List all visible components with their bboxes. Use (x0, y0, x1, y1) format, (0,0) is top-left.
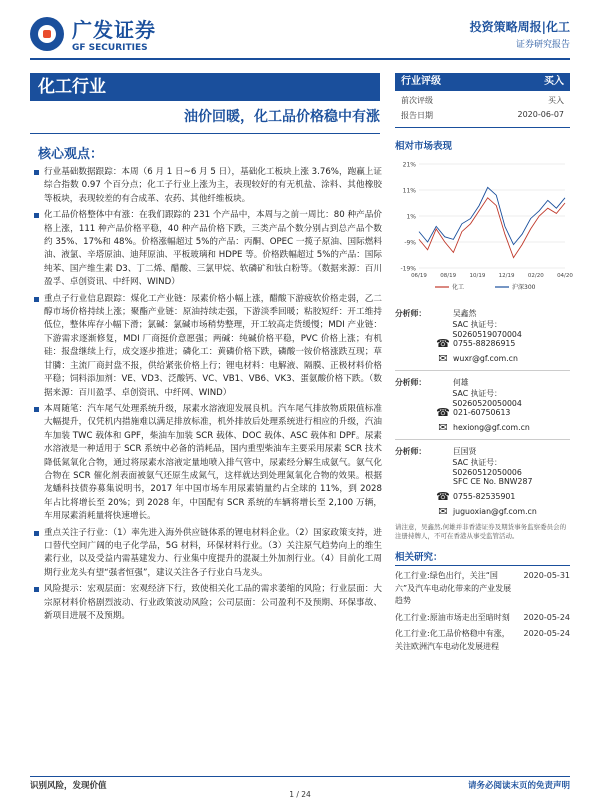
report-type: 投资策略周报|化工 (469, 20, 570, 34)
legend-label: 沪深300 (512, 284, 536, 291)
analyst-label: 分析师： (395, 447, 427, 456)
y-tick-label: 1% (406, 213, 416, 221)
analyst-email[interactable]: juguoxian@gf.com.cn (453, 507, 537, 516)
core-views-body (34, 166, 382, 626)
analyst-divider (395, 439, 570, 440)
rating-label: 行业评级 (401, 76, 441, 87)
paragraph: 本周随笔：汽车尾气处理系统升级，尿素水溶液迎发展良机。汽车尾气排放物质限值标准大幅提升，仅凭机内措施难以满足排放标准，机外排放后处理系统进行相应的升级，汽油车加装 TWC 载体和 GPF，柴油车加装 SCR 载体、DOC 载体、ASC 载体和 DPF。尿素水溶液是一种适用于 SCR 系统中必备的消耗品，国内重型柴油车主要采用尿素 SCR 技术降低氮氧化合物，通过将尿素水溶液定量地喷入排气管中，尿素经分解生成氨气。氨气化合物在 SCR 催化剂表面被氨气还原生成氮气，这样就达到处理氮氧化合物的效果。根据龙蟠科技债券募集说明书，2017 年中国市场车用尿素销量约占全球的 11%，到 2028 年占比将增长至 20%；到 2028 年，中国配有 SCR 系统的车辆将增长至 2,100 万辆，车用尿素消耗量将快速增长。 (34, 403, 382, 524)
industry-banner: 化工行业 (30, 73, 380, 101)
analyst-block (395, 444, 570, 519)
paragraph: 风险提示：宏观层面：宏观经济下行，致使相关化工品的需求萎缩的风险；行业层面：大宗原材料价格剧烈波动、行业政策波动风险；公司层面：公司盈利不及预期、环保事故、新项目进展不及预期。 (34, 583, 382, 623)
related-research-date: 2020-05-24 (523, 612, 570, 622)
y-tick-label: 11% (402, 187, 416, 195)
footer-disclaimer: 请务必阅读末页的免责声明 (467, 781, 570, 791)
x-tick-label: 10/19 (469, 273, 486, 279)
analyst-cert-row (395, 319, 570, 339)
relative-performance-chart (395, 156, 573, 296)
analyst-name: 吴鑫然 (453, 309, 477, 318)
phone-icon: ☎ (436, 337, 450, 350)
report-date-row (395, 106, 570, 121)
report-date-label: 报告日期 (401, 111, 433, 120)
analyst-phone: 0755-82535901 (453, 492, 516, 501)
related-research-date: 2020-05-31 (523, 571, 570, 580)
analyst-email-row (395, 351, 570, 366)
logo-icon (30, 17, 64, 51)
phone-icon: ☎ (436, 490, 450, 503)
x-tick-label: 12/19 (498, 273, 515, 279)
related-research-date: 2020-05-24 (523, 629, 570, 639)
core-views-title: 核心观点： (38, 147, 104, 162)
footer-slogan: 识别风险，发现价值 (30, 781, 107, 791)
related-research-item[interactable] (395, 628, 570, 653)
y-tick-label: 21% (402, 161, 416, 169)
rating-header (395, 73, 570, 91)
report-date-value: 2020-06-07 (517, 110, 564, 119)
paragraph: 行业基础数据跟踪：本周（6 月 1 日~6 月 5 日），基础化工板块上涨 3.76%，跑赢上证综合指数 0.97 个百分点；化工子行业上涨为主，表现较好的有无机盐、涂料、其他橡胶等板块，表现较差的有合成革、农药、其他纤维板块。 (34, 166, 382, 206)
rating-value: 买入 (544, 76, 564, 87)
x-tick-label: 02/20 (527, 273, 544, 279)
analyst-label: 分析师： (395, 309, 427, 318)
email-icon: ✉ (438, 421, 448, 434)
x-tick-label: 04/20 (557, 273, 573, 279)
paragraph: 化工品价格整体中有涨：在我们跟踪的 231 个产品中，本周与之前一周比：80 种产品价格上涨，111 种产品价格平稳，40 种产品价格下跌，三类产品个数分别占到总产品个数约 35%、17%和 48%。价格涨幅超过 5%的产品：丙酮、OPEC 一揽子原油、国际燃料油、液氯、辛塔原油、迪拜原油、平板玻璃和 HDPE 等。价格跌幅超过 5%的产品：国际纯苯、国产维生素 D3、丁二烯、醋酸、三氯甲烷、软磷矿和钛白粉等。（数据来源：百川盈孚、卓创资讯、中纤网、WIND） (34, 209, 382, 289)
sidebar (395, 73, 573, 654)
email-icon: ✉ (438, 505, 448, 518)
analyst-block (395, 375, 570, 440)
analyst-email[interactable]: wuxr@gf.com.cn (453, 354, 518, 363)
analyst-name: 巨国贤 (453, 447, 477, 456)
prev-rating-label: 前次评级 (401, 96, 433, 105)
report-subtype: 证券研究报告 (515, 40, 570, 50)
related-research-item[interactable] (395, 570, 570, 608)
analyst-phone: 0755-88286915 (453, 339, 516, 348)
analyst-cert-row (395, 457, 570, 477)
page-number: 1 / 24 (289, 790, 311, 799)
analyst-note: 请注意，吴鑫然,何雄并非香港证券及期货事务监察委员会的注册持牌人，不可在香港从事受监管活动。 (395, 523, 567, 540)
prev-rating-value: 买入 (548, 96, 564, 105)
analyst-email-row (395, 420, 570, 435)
analyst-name: 何雄 (453, 378, 469, 387)
company-logo (30, 14, 156, 53)
prev-rating-row (395, 91, 570, 106)
y-tick-label: -9% (404, 239, 416, 247)
related-research-item[interactable] (395, 612, 570, 625)
chart-section-title: 相对市场表现 (395, 141, 453, 152)
analyst-cert: SAC 执证号：S0260519070004 (452, 319, 522, 339)
legend-label: 化工 (452, 284, 465, 291)
analyst-phone: 021-60750613 (453, 408, 511, 417)
related-research-title-text[interactable]: 化工行业:原油市场走出至暗时刻 (395, 612, 510, 622)
related-research-title-text[interactable]: 化工行业:绿色出行，关注“国六”及汽车电动化带来的产业发展趋势 (395, 571, 512, 606)
subtitle-divider (30, 133, 380, 134)
related-research-list (395, 570, 570, 654)
analyst-label: 分析师： (395, 378, 427, 387)
analyst-list (395, 306, 570, 519)
x-tick-label: 06/19 (411, 273, 427, 279)
related-research-title: 相关研究： (395, 549, 570, 566)
footer-divider (30, 776, 570, 777)
page-header (0, 0, 600, 66)
related-research-title-text[interactable]: 化工行业:化工品价格稳中有涨，关注欧洲汽车电动化发展进程 (395, 629, 510, 651)
analyst-cert2: SFC CE No. BNW287 (453, 477, 533, 486)
x-tick-label: 08/19 (440, 273, 457, 279)
analyst-phone-row (395, 489, 570, 504)
analyst-cert: SAC 执证号：S0260520050004 (452, 388, 522, 408)
y-tick-label: -19% (400, 265, 416, 273)
logo-en-text: GF SECURITIES (72, 43, 148, 53)
analyst-cert-row (395, 388, 570, 408)
header-divider (30, 58, 570, 60)
paragraph: 重点子行业信息跟踪：煤化工产业链：尿素价格小幅上涨，醋酸下游疲软价格走弱，乙二醇市场价格持续上涨；聚酯产业链：原油持续走强，下游淡季回暖；粘胶短纤：开工维持低位，整体库存小幅下滑；氯碱：氯碱市场稍势整理，开工较高走货缓慢；MDI 产业链：下游需求逐渐修复，MDI 厂商挺价意愿强；两碱：纯碱价格平稳，PVC 价格上涨；有机硅：报盘继续上行，成交逐步推进；磷化工：黄磷价格下跌，磷酸一铵价格涨跌互现；草甘膦：主流厂商封盘不报，供给紧张价格上行；锂电材料：电解液、隔膜、正极材料价格平稳；饲料添加剂：VE、VD3、泛酸钙、VC、VB1、VB6、VK3、蛋氨酸价格下跌。（数据来源：百川盈孚、卓创资讯、中纤网、WIND） (34, 293, 382, 400)
email-icon: ✉ (438, 352, 448, 365)
phone-icon: ☎ (436, 406, 450, 419)
analyst-email-row (395, 504, 570, 519)
report-subtitle: 油价回暖，化工品价格稳中有涨 (184, 109, 380, 125)
analyst-divider (395, 370, 570, 371)
analyst-cert: SAC 执证号：S0260512050006 (452, 457, 522, 477)
analyst-email[interactable]: hexiong@gf.com.cn (453, 423, 530, 432)
analyst-block (395, 306, 570, 371)
logo-cn-text: 广发证券 (72, 18, 156, 42)
paragraph: 重点关注子行业：（1）率先进入海外供应链体系的锂电材料企业。（2）国家政策支持，进口替代空间广阔的电子化学品，5G 材料，环保材料行业。（3）关注原气趋势向上的维生素行业，以及受益内需基建发力、行业集中度提升的混凝土外加剂行业。（4）目前化工周期行业龙头有望“强者恒强”，建议关注各子行业白马龙头。 (34, 527, 382, 581)
